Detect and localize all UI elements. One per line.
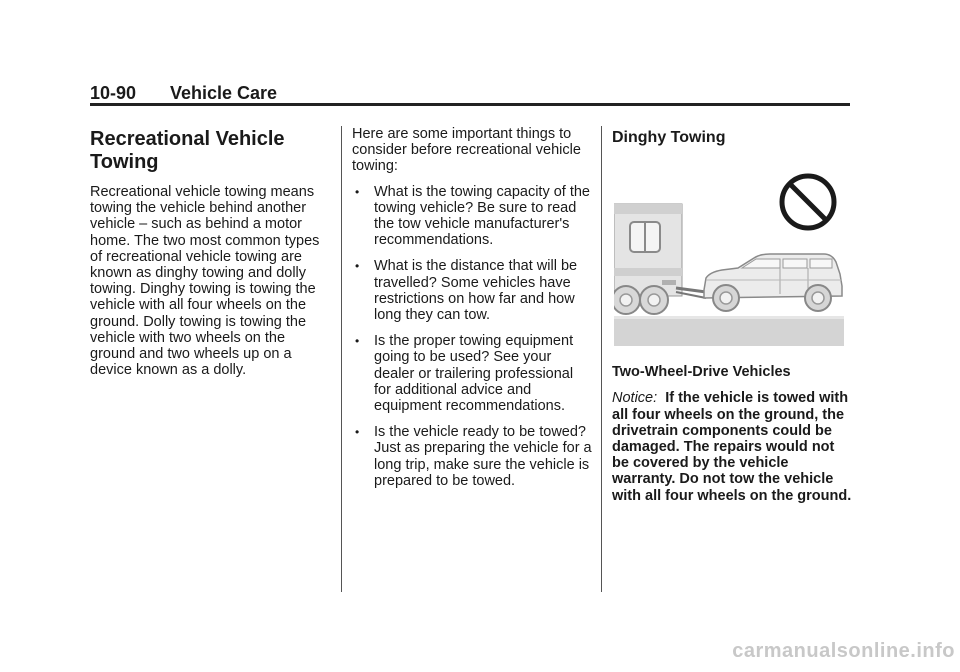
- bullet-icon: •: [355, 259, 360, 274]
- towed-vehicle-illustration: [704, 254, 842, 311]
- considerations-intro: Here are some important things to consider before recreational vehicle towing:: [352, 126, 581, 175]
- column-divider-2: [601, 126, 602, 592]
- column-3: [612, 126, 852, 504]
- watermark: carmanualsonline.info: [732, 640, 955, 662]
- list-item: • What is the towing capacity of the towing vehicle? Be sure to read the tow vehicle manufacturer's recommendations.: [355, 183, 590, 249]
- column-2: [352, 126, 592, 499]
- bullet-icon: •: [355, 334, 360, 349]
- dinghy-towing-illustration: [614, 168, 844, 346]
- notice-text: If the vehicle is towed with all four wheels on the ground, the drivetrain components could be damaged. The repairs would not be covered by the vehicle warranty. Do not tow the vehicle with all four wheels on the ground.: [612, 390, 852, 504]
- list-item: • Is the vehicle ready to be towed? Just as preparing the vehicle for a long trip, make sure the vehicle is prepared to be towed.: [355, 424, 592, 489]
- column-divider-1: [341, 126, 342, 592]
- section-heading: Recreational Vehicle Towing: [90, 128, 285, 173]
- bullet-icon: •: [355, 184, 360, 199]
- column-1: [90, 126, 332, 378]
- considerations-list: [352, 184, 592, 489]
- notice-label: Notice:: [612, 390, 658, 407]
- list-item: • Is the proper towing equipment going to be used? See your dealer or trailering professional for additional advice and equipment recommendations.: [355, 333, 574, 415]
- figure-caption: Two-Wheel-Drive Vehicles: [612, 364, 791, 381]
- bullet-icon: •: [355, 425, 360, 440]
- notice-block: [612, 390, 852, 503]
- dinghy-towing-heading: Dinghy Towing: [612, 129, 726, 146]
- prohibited-icon: [782, 176, 834, 228]
- header-rule: [90, 103, 850, 106]
- motor-home-illustration: [614, 204, 682, 314]
- list-item: • What is the distance that will be travelled? Some vehicles have restrictions on how far and how long they can tow.: [355, 258, 578, 324]
- intro-paragraph: Recreational vehicle towing means towing the vehicle behind another vehicle – such as behind a motor home. The two most common types of recreational vehicle towing are known as dinghy towing and dolly towing. Dinghy towing is towing the vehicle with all four wheels on the ground. Dolly towing is towing the vehicle with two wheels on the ground and two wheels up on a device known as a dolly.: [90, 184, 320, 379]
- page-number: 10-90: [90, 83, 137, 103]
- section-title: Vehicle Care: [170, 83, 278, 103]
